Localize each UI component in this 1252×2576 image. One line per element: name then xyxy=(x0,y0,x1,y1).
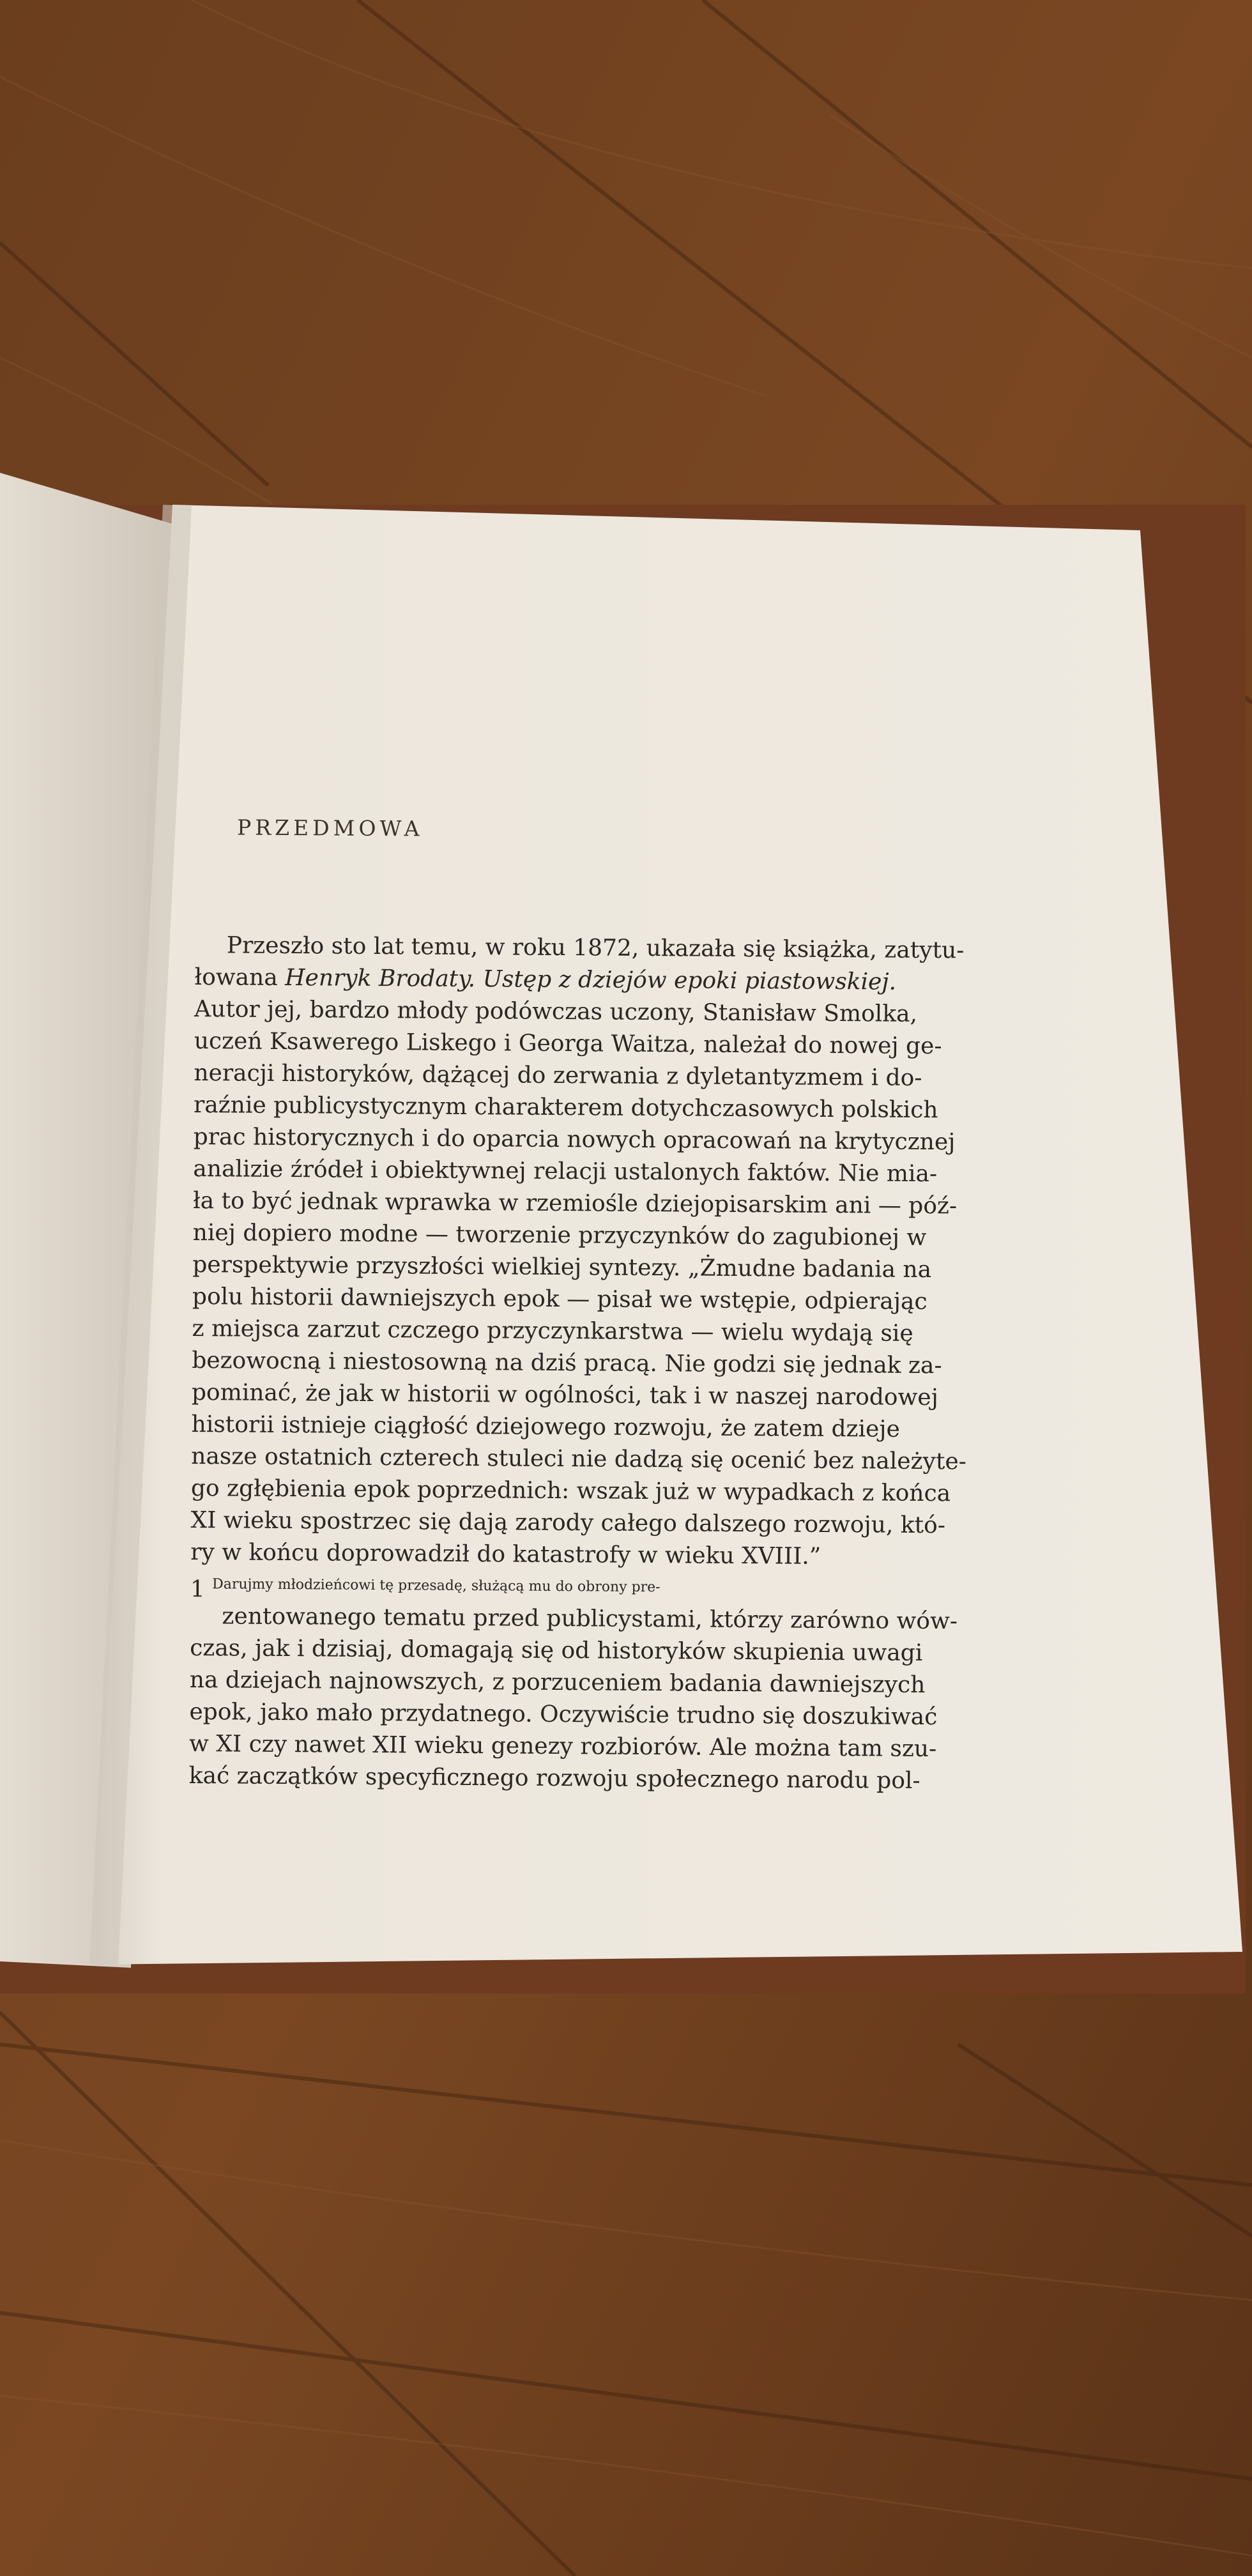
page-text-block xyxy=(188,815,1086,1830)
text-line: epok, jako mało przydatnego. Oczywiście trudno się doszukiwać xyxy=(189,1698,938,1731)
text-line: pominać, że jak w historii w ogólności, tak i w naszej narodowej xyxy=(191,1379,938,1411)
text-line: neracji historyków, dążącej do zerwania z dyletantyzmem i do- xyxy=(194,1059,922,1091)
text-line: bezowocną i niestosowną na dziś pracą. Nie godzi się jednak za- xyxy=(192,1347,942,1379)
text-line: uczeń Ksawerego Liskego i Georga Waitza, należał do nowej ge- xyxy=(194,1027,942,1060)
text-line: Autor jej, bardzo młody podówczas uczony, Stanisław Smolka, xyxy=(194,995,918,1027)
chapter-heading: PRZEDMOWA xyxy=(236,815,424,841)
text-line: raźnie publicystycznym charakterem dotychczasowych polskich xyxy=(193,1091,938,1124)
text-line: na dziejach najnowszych, z porzuceniem badania dawniejszych xyxy=(189,1666,926,1699)
text-line: prac historycznych i do oparcia nowych opracowań na krytycznej xyxy=(193,1123,956,1156)
text-line: perspektywie przyszłości wielkiej syntezy. „Żmudne badania na xyxy=(192,1251,932,1284)
text-line: analizie źródeł i obiektywnej relacji ustalonych faktów. Nie mia- xyxy=(193,1155,938,1188)
text-line xyxy=(188,1792,1080,1830)
text-line: czas, jak i dzisiaj, domagają się od historyków skupienia uwagi xyxy=(190,1634,923,1666)
text-line: w XI czy nawet XII wieku genezy rozbiorów. Ale można tam szu- xyxy=(188,1730,937,1763)
text-line: zentowanego tematu przed publicystami, którzy zarówno wów- xyxy=(222,1603,958,1635)
text-line: XI wieku spostrzec się dają zarody całego dalszego rozwoju, któ- xyxy=(190,1506,946,1539)
book-title: Henryk Brodaty. Ustęp z dziejów epoki piastowskiej. xyxy=(285,964,897,995)
text-line: go zgłębienia epok poprzednich: wszak już w wypadkach z końca xyxy=(190,1475,951,1507)
text-line: kać zaczątków specyficznego rozwoju społecznego narodu pol- xyxy=(188,1762,920,1794)
text-span: łowana xyxy=(194,963,278,991)
text-line: polu historii dawniejszych epok — pisał we wstępie, odpierając xyxy=(192,1283,928,1315)
text-line: ry w końcu doprowadził do katastrofy w wieku XVIII.” xyxy=(190,1538,821,1570)
footnote-marker: Darujmy młodzieńcowi tę przesadę, służącą mu do obrony pre- xyxy=(212,1576,660,1596)
text-line: z miejsca zarzut czczego przyczynkarstwa — wielu wydają się xyxy=(192,1315,913,1347)
text-line: ła to być jednak wprawka w rzemiośle dziejopisarskim ani — póź- xyxy=(192,1187,958,1220)
text-line: niej dopiero modne — tworzenie przyczynków do zagubionej w xyxy=(192,1219,927,1252)
text-line: historii istnieje ciągłość dziejowego rozwoju, że zatem dzieje xyxy=(191,1411,901,1443)
text-span: 1 xyxy=(190,1575,205,1603)
text-line: Przeszło sto lat temu, w roku 1872, ukazała się książka, zatytu- xyxy=(226,932,965,964)
text-line: nasze ostatnich czterech stuleci nie dadzą się ocenić bez należyte- xyxy=(191,1443,967,1475)
